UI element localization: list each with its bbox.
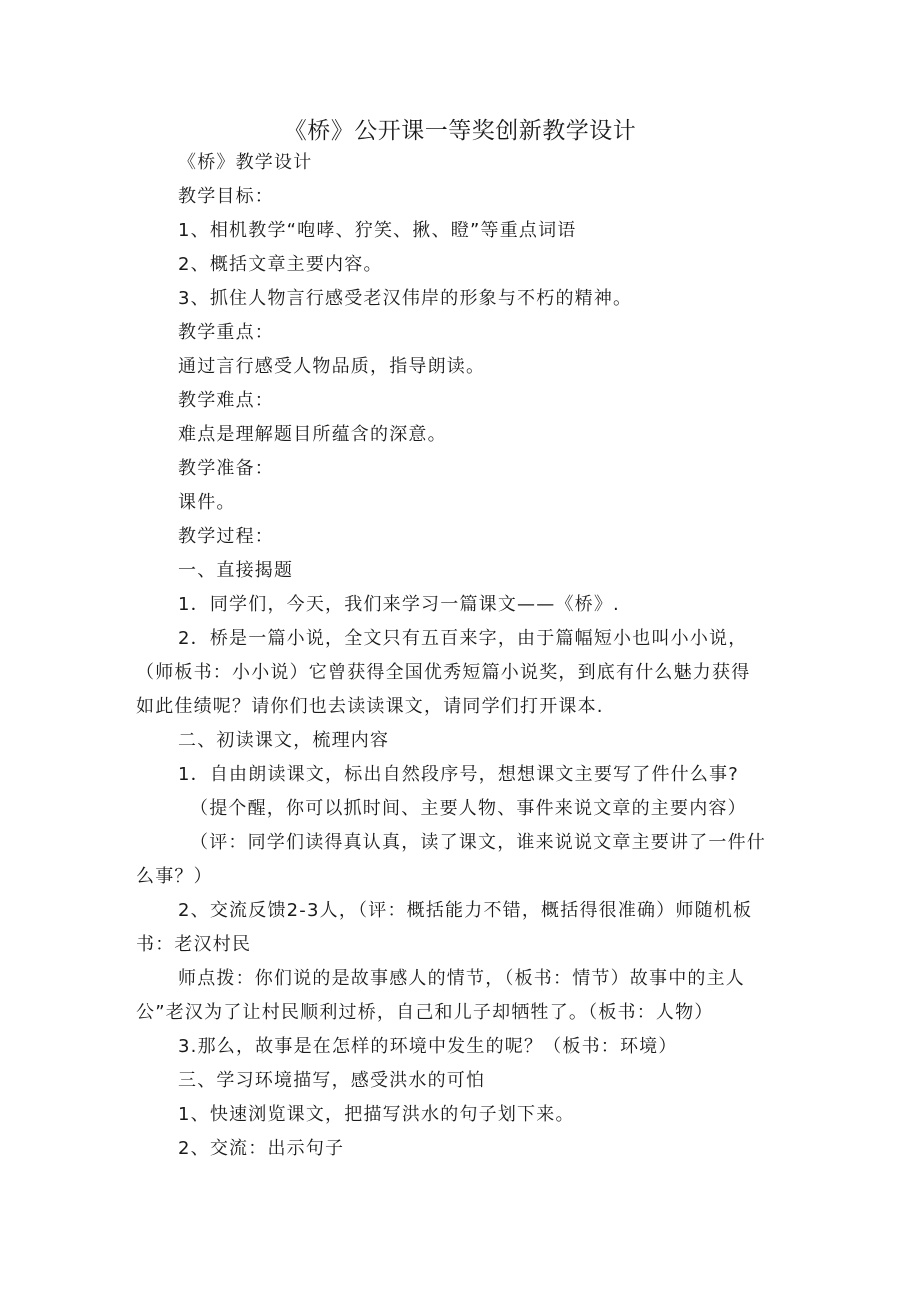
paragraph-line: 2．桥是一篇小说，全文只有五百来字，由于篇幅短小也叫小小说， <box>178 628 748 649</box>
paragraph-line: 2、交流反馈2-3人，（评：概括能力不错，概括得很准确）师随机板 <box>178 900 753 921</box>
paragraph-line: 2、交流：出示句子 <box>178 1138 345 1159</box>
section-heading: 教学目标： <box>178 186 274 207</box>
paragraph-line: 通过言行感受人物品质，指导朗读。 <box>178 356 486 377</box>
paragraph-line: 书：老汉村民 <box>136 934 252 955</box>
paragraph-line: （师板书：小小说）它曾获得全国优秀短篇小说奖，到底有什么魅力获得 <box>136 662 751 683</box>
section-heading: 教学过程： <box>178 526 274 547</box>
paragraph-line: 公”老汉为了让村民顺利过桥，自己和儿子却牺牲了。（板书：人物） <box>136 1002 714 1023</box>
paragraph-line: 1．自由朗读课文，标出自然段序号，想想课文主要写了件什么事? <box>178 764 740 785</box>
paragraph-line: 如此佳绩呢？请你们也去读读课文，请同学们打开课本. <box>136 696 604 717</box>
paragraph-line: 3、抓住人物言行感受老汉伟岸的形象与不朽的精神。 <box>178 288 633 309</box>
document-title: 《桥》公开课一等奖创新教学设计 <box>283 118 637 144</box>
section-heading: 一、直接揭题 <box>178 560 294 581</box>
paragraph-line: （评：同学们读得真认真，读了课文，谁来说说文章主要讲了一件什 <box>190 832 766 853</box>
paragraph-line: 师点拨：你们说的是故事感人的情节，（板书：情节）故事中的主人 <box>178 968 745 989</box>
paragraph-line: 1、快速浏览课文，把描写洪水的句子划下来。 <box>178 1104 575 1125</box>
paragraph-line: 1、相机教学“咆哮、狞笑、揪、瞪”等重点词语 <box>178 220 577 241</box>
paragraph-line: 难点是理解题目所蕴含的深意。 <box>178 424 447 445</box>
paragraph-line: 2、概括文章主要内容。 <box>178 254 383 275</box>
section-heading: 教学难点： <box>178 390 274 411</box>
paragraph-line: 么事？） <box>136 866 213 887</box>
paragraph-line: 课件。 <box>178 492 236 513</box>
section-heading: 三、学习环境描写，感受洪水的可怕 <box>178 1070 486 1091</box>
section-heading: 二、初读课文，梳理内容 <box>178 730 390 751</box>
section-heading: 教学重点： <box>178 322 274 343</box>
paragraph-line: 1．同学们，今天，我们来学习一篇课文——《桥》. <box>178 594 620 615</box>
subtitle-line: 《桥》教学设计 <box>178 152 313 173</box>
paragraph-line: 3.那么，故事是在怎样的环境中发生的呢？（板书：环境） <box>178 1036 678 1057</box>
section-heading: 教学准备： <box>178 458 274 479</box>
paragraph-line: （提个醒，你可以抓时间、主要人物、事件来说文章的主要内容） <box>190 798 747 819</box>
